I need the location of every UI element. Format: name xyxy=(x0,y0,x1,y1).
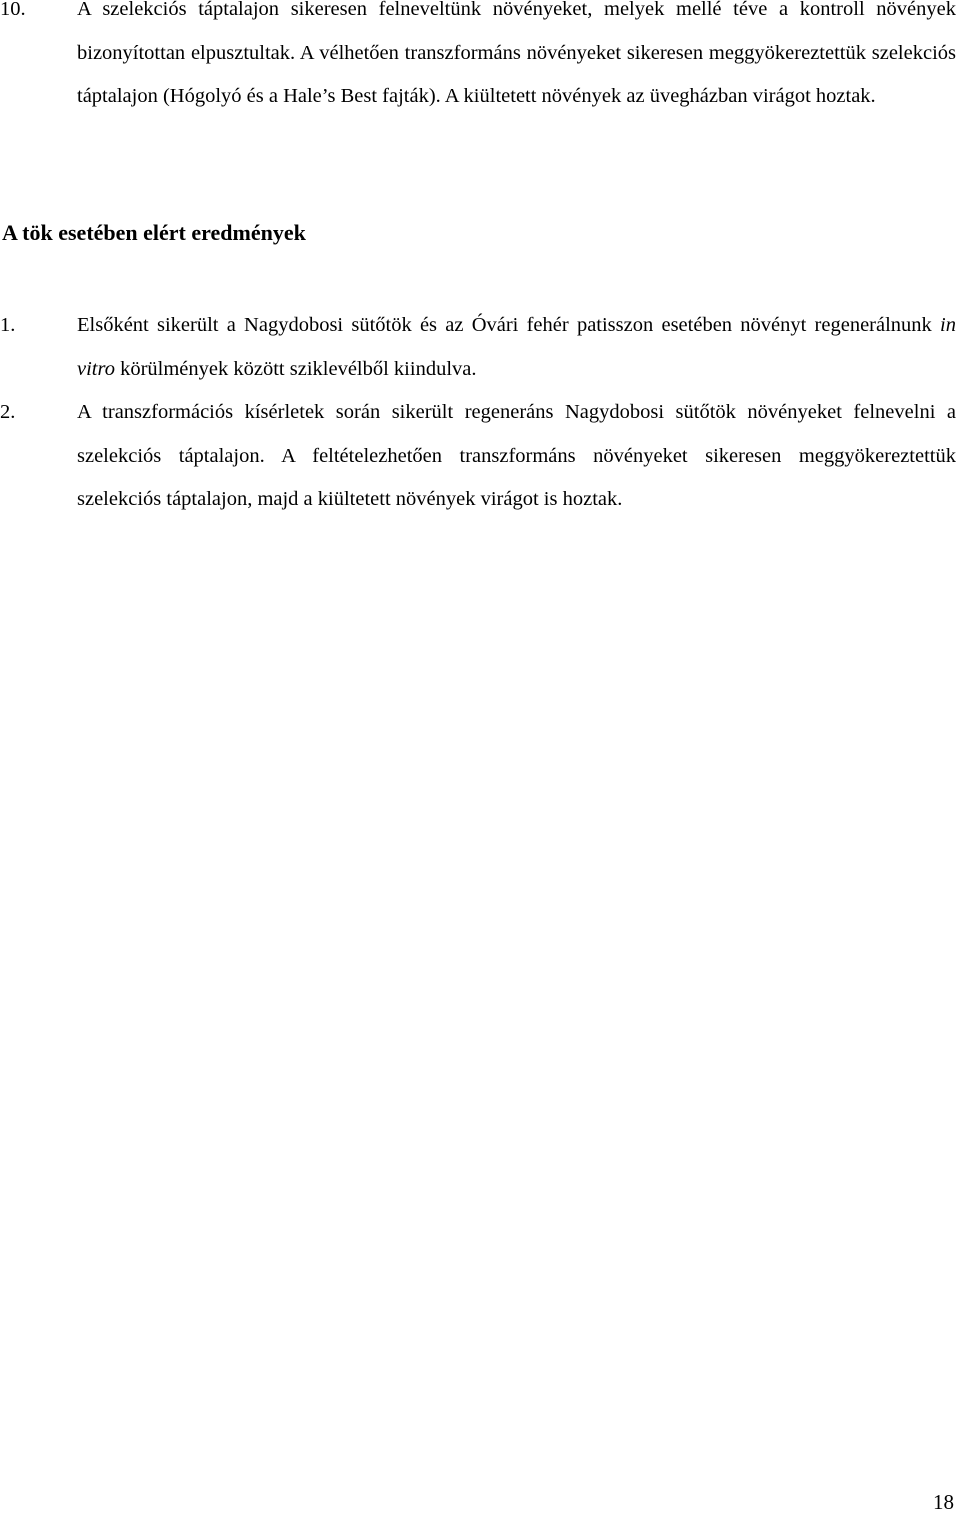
result-item-body xyxy=(0,304,956,391)
list-item-10 xyxy=(0,0,956,119)
list-item-body xyxy=(0,0,956,119)
page-number: 18 xyxy=(933,1490,954,1514)
result-item-2 xyxy=(0,391,956,522)
result-item-text-part: körülmények között sziklevélből kiindulva. xyxy=(114,357,477,380)
list-item-number: 10. xyxy=(0,0,26,20)
result-item-number: 2. xyxy=(0,401,16,423)
result-item-text-part: Elsőként sikerült a Nagydobosi sütőtök és az Óvári fehér patisszon esetében növényt regenerálnunk xyxy=(77,314,941,336)
result-item-italic-term: in vitro xyxy=(77,314,956,380)
list-item-text: A szelekciós táptalajon sikeresen felneveltünk növényeket, melyek mellé téve a kontroll növények bizonyítottan elpusztultak. A vélhetően transzformáns növényeket sikeresen meggyökereztettük szelekciós táptalajon (Hógolyó és a Hale’s Best fajták). A kiültetett növények az üvegházban virágot hoztak. xyxy=(77,0,956,107)
section-heading: A tök esetében elért eredmények xyxy=(2,220,306,245)
result-item-body xyxy=(0,391,956,522)
result-item-1 xyxy=(0,304,956,391)
result-item-text: A transzformációs kísérletek során sikerült regeneráns Nagydobosi sütőtök növényeket felnevelni a szelekciós táptalajon. A feltételezhetően transzformáns növényeket sikeresen meggyökereztettük szelekciós táptalajon, majd a kiültetett növények virágot is hoztak. xyxy=(77,401,956,510)
result-item-number: 1. xyxy=(0,314,16,336)
